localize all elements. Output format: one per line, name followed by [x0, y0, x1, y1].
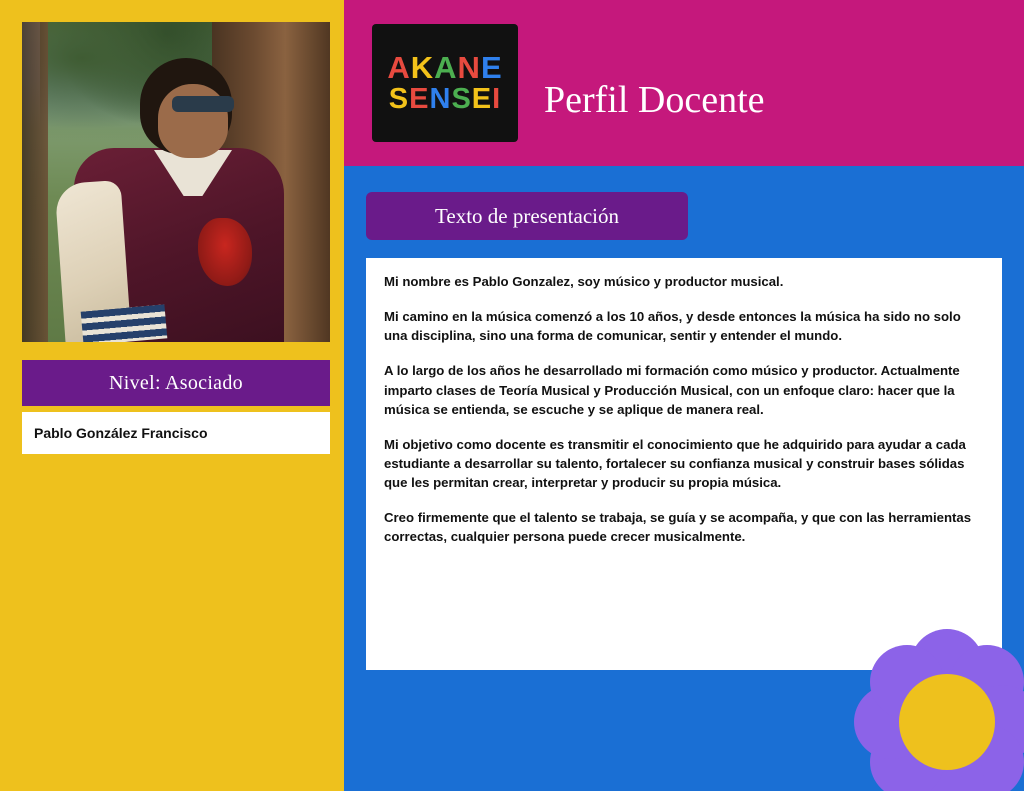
logo-letter: A [434, 50, 458, 85]
sunglasses-icon [172, 96, 234, 112]
right-column [344, 0, 1024, 791]
presentation-paragraph: Mi nombre es Pablo Gonzalez, soy músico y productor musical. [384, 274, 784, 289]
presentation-paragraph: Mi camino en la música comenzó a los 10 años, y desde entonces la música ha sido no solo una disciplina, sino una forma de comunicar, sentir y entender el mundo. [384, 309, 961, 344]
presentation-text-card [366, 258, 1002, 670]
photo-sleeve-stripes [81, 304, 168, 342]
header-band [344, 0, 1024, 166]
teacher-photo [22, 22, 330, 342]
flower-center [899, 674, 995, 770]
presentation-paragraph: Creo firmemente que el talento se trabaja, se guía y se acompaña, y que con las herramientas correctas, cualquier persona puede crecer musicalmente. [384, 510, 972, 545]
left-column [0, 0, 344, 791]
logo-letter: E [480, 50, 503, 85]
presentation-paragraph: A lo largo de los años he desarrollado mi formación como músico y productor. Actualmente imparto clases de Teoría Musical y Producción Musical, con un enfoque claro: hacer que la música se entienda, se escuche y se aplique de manera real. [384, 363, 960, 417]
photo-tree-side [22, 22, 48, 342]
section-tab-presentacion [366, 192, 688, 240]
level-label: Nivel: Asociado [109, 371, 243, 394]
logo-line-akane [387, 52, 502, 83]
logo-letter: S [388, 83, 410, 115]
level-badge [22, 360, 330, 406]
logo-letter: E [409, 83, 430, 115]
logo-letter: K [410, 50, 435, 85]
presentation-paragraph: Mi objetivo como docente es transmitir el conocimiento que he adquirido para ayudar a cada estudiante a desarrollar su talento, fortalecer su confianza musical y construir bases sólidas que les permitan crear, interpretar y producir su propia música. [384, 436, 966, 491]
logo-letter: I [492, 83, 502, 115]
flower-decoration [852, 627, 1024, 791]
logo-letter: N [429, 83, 452, 115]
section-tab-label: Texto de presentación [435, 203, 619, 228]
logo-letter: E [471, 83, 493, 115]
logo-letter: N [457, 50, 481, 85]
akane-sensei-logo [372, 24, 518, 142]
teacher-name-box [22, 412, 330, 454]
logo-line-sensei [389, 85, 501, 114]
logo-letter: S [451, 83, 472, 115]
teacher-name: Pablo González Francisco [34, 425, 208, 441]
page-title: Perfil Docente [544, 79, 765, 121]
logo-letter: A [387, 50, 411, 85]
